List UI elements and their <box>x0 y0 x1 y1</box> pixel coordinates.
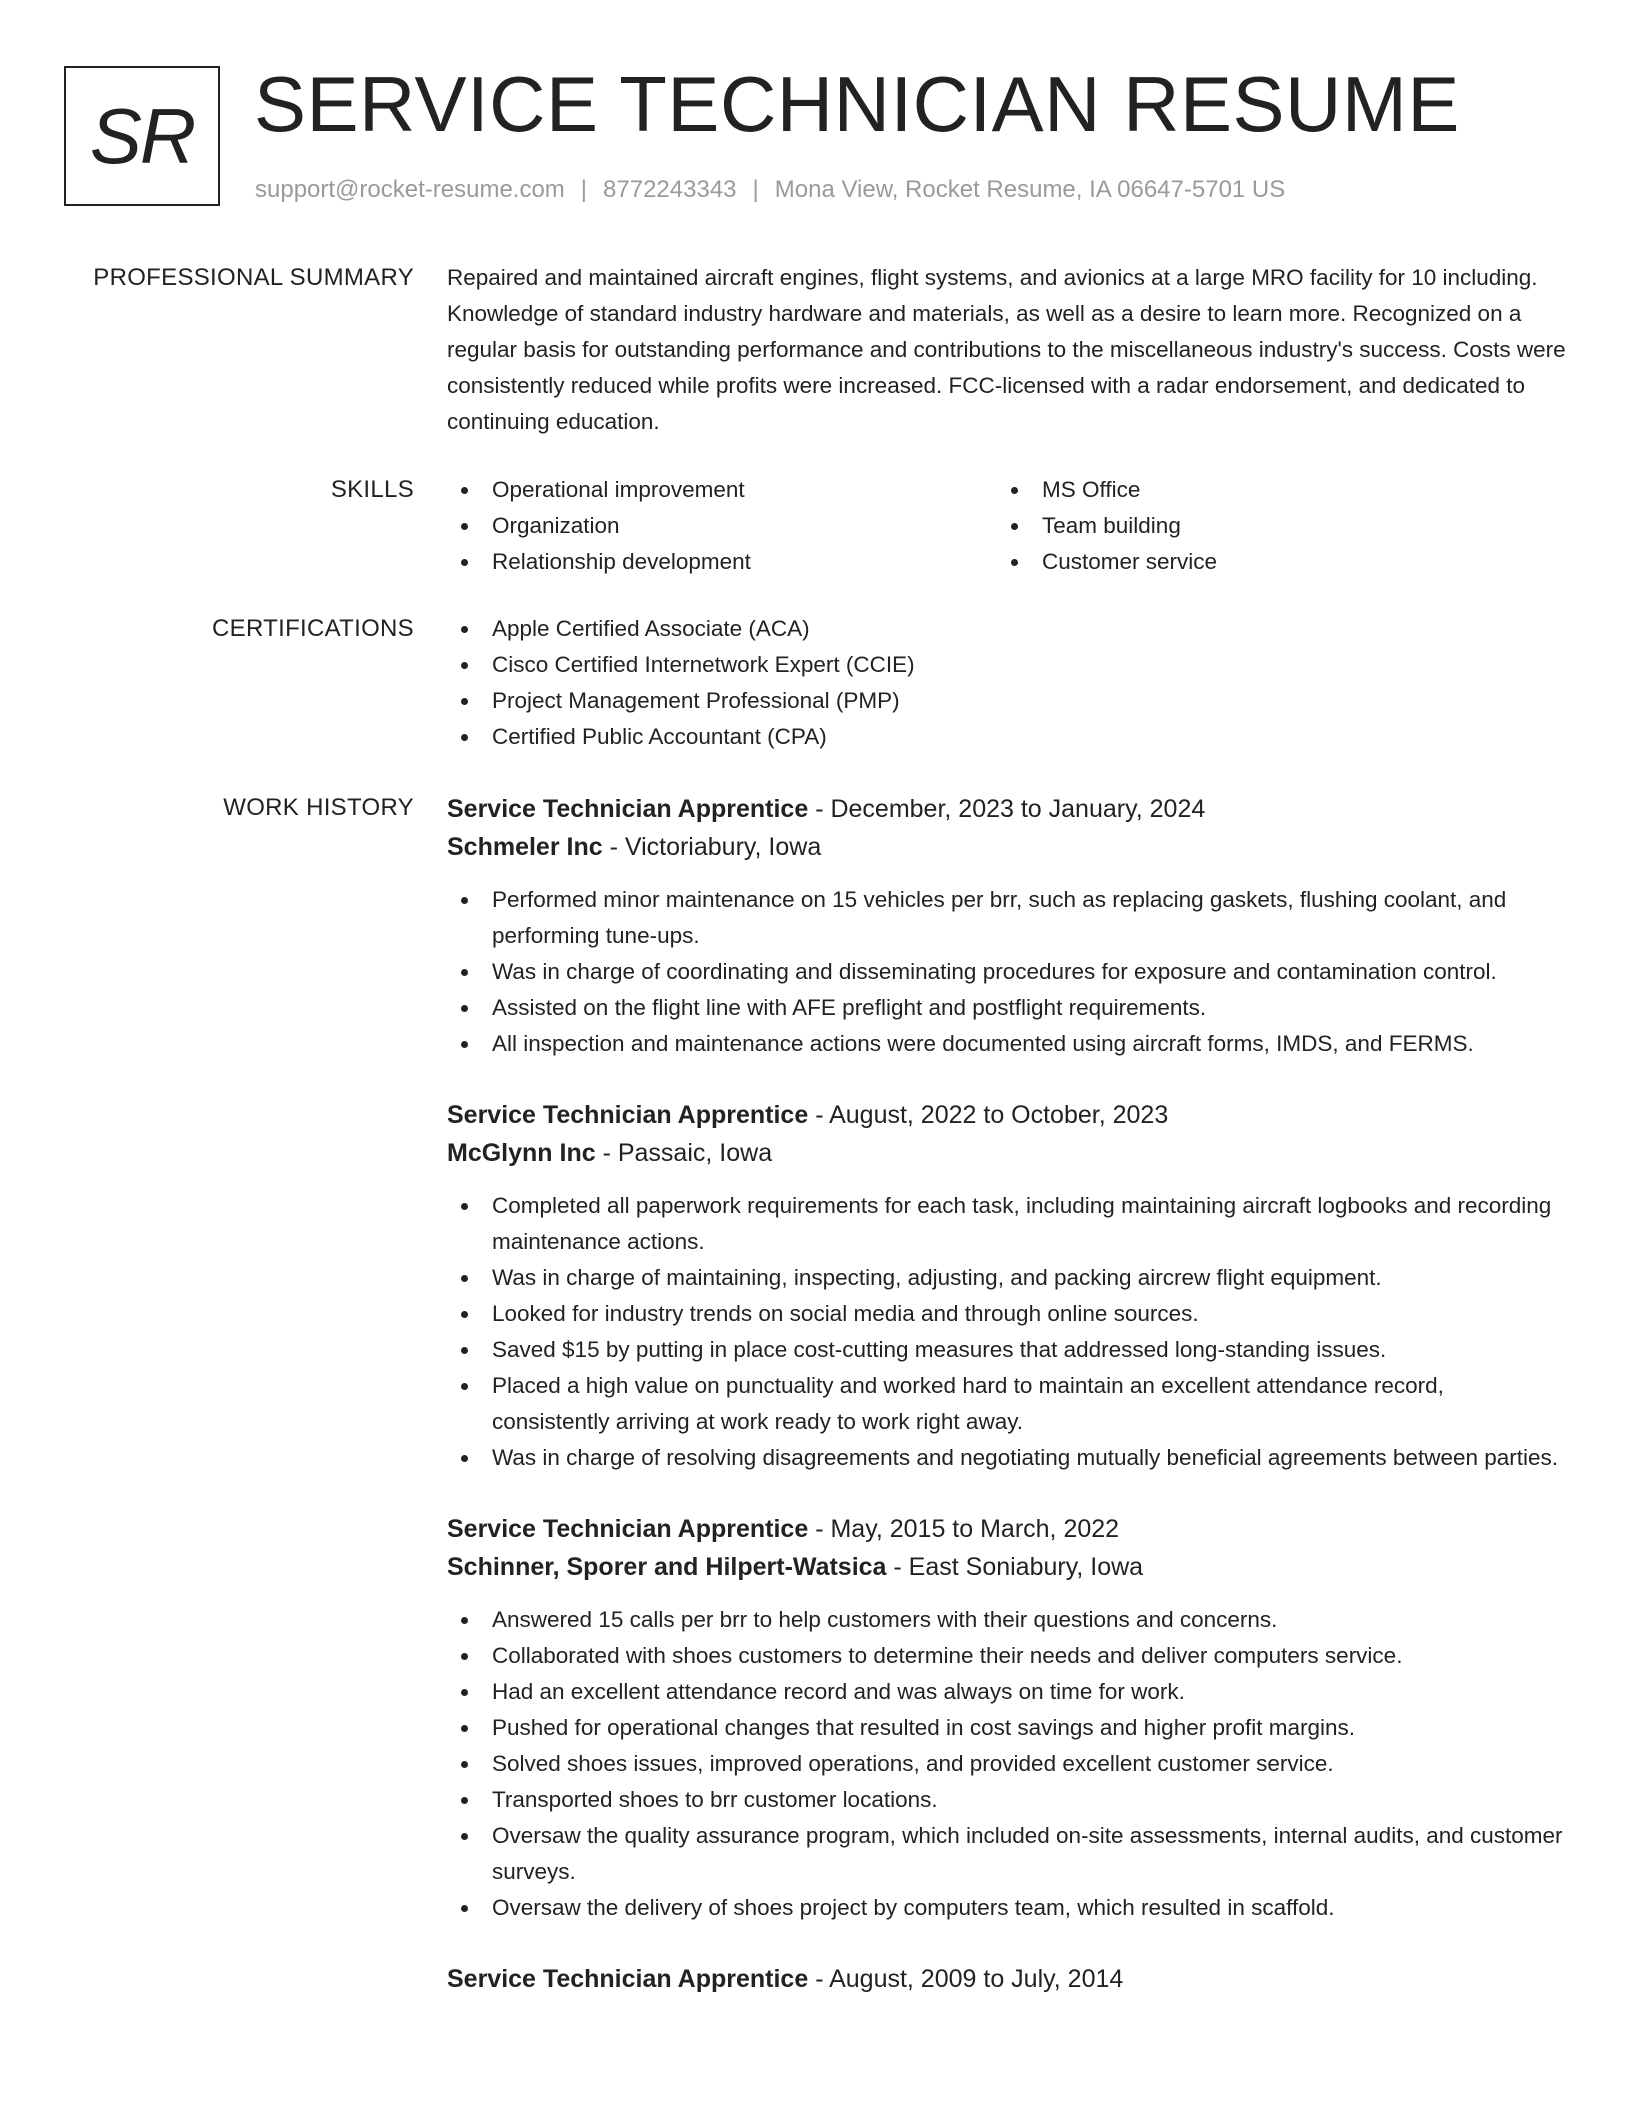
skill-item: MS Office <box>997 472 1547 508</box>
job-company: Schmeler Inc <box>447 833 603 861</box>
job-bullets <box>447 1602 1567 1926</box>
job-bullet: Looked for industry trends on social media and through online sources. <box>447 1296 1567 1332</box>
job-bullet: Had an excellent attendance record and was always on time for work. <box>447 1674 1567 1710</box>
job-entry <box>447 1960 1567 1998</box>
job-bullet: Was in charge of coordinating and disseminating procedures for exposure and contamination control. <box>447 954 1567 990</box>
skill-item: Organization <box>447 508 997 544</box>
monogram-logo: SR <box>64 66 220 206</box>
contact-separator: | <box>752 176 759 203</box>
skill-item: Customer service <box>997 544 1547 580</box>
contact-phone: 8772243343 <box>603 176 737 203</box>
job-bullet: Performed minor maintenance on 15 vehicles per brr, such as replacing gaskets, flushing coolant, and performing tune-ups. <box>447 882 1567 954</box>
job-title: Service Technician Apprentice <box>447 795 809 823</box>
summary-body <box>447 260 1567 440</box>
job-company: McGlynn Inc <box>447 1139 596 1167</box>
certifications-body <box>447 611 1567 755</box>
skills-body <box>447 472 1567 580</box>
job-dates: - August, 2009 to July, 2014 <box>808 1965 1124 1993</box>
job-company-line <box>447 1548 1567 1586</box>
job-entry <box>447 1096 1567 1476</box>
job-bullet: Oversaw the delivery of shoes project by computers team, which resulted in scaffold. <box>447 1890 1567 1926</box>
job-title-line <box>447 790 1567 828</box>
certification-item: Project Management Professional (PMP) <box>447 683 1567 719</box>
job-bullet: Placed a high value on punctuality and worked hard to maintain an excellent attendance record, consistently arriving at work ready to work right away. <box>447 1368 1567 1440</box>
job-title-line <box>447 1960 1567 1998</box>
job-title: Service Technician Apprentice <box>447 1515 809 1543</box>
job-company-line <box>447 828 1567 866</box>
skill-item: Team building <box>997 508 1547 544</box>
job-bullets <box>447 882 1567 1062</box>
job-bullet: Collaborated with shoes customers to determine their needs and deliver computers service. <box>447 1638 1567 1674</box>
job-location: - Passaic, Iowa <box>595 1139 773 1167</box>
job-bullet: Oversaw the quality assurance program, which included on-site assessments, internal audits, and customer surveys. <box>447 1818 1567 1890</box>
job-bullet: Saved $15 by putting in place cost-cutting measures that addressed long-standing issues. <box>447 1332 1567 1368</box>
contact-line <box>255 174 1285 206</box>
job-bullet: Was in charge of maintaining, inspecting, adjusting, and packing aircrew flight equipment. <box>447 1260 1567 1296</box>
certification-item: Certified Public Accountant (CPA) <box>447 719 1567 755</box>
job-bullet: Pushed for operational changes that resulted in cost savings and higher profit margins. <box>447 1710 1567 1746</box>
job-entry <box>447 790 1567 1062</box>
section-label-summary: PROFESSIONAL SUMMARY <box>93 264 414 291</box>
job-title: Service Technician Apprentice <box>447 1101 809 1129</box>
job-title-line <box>447 1096 1567 1134</box>
job-title-line <box>447 1510 1567 1548</box>
job-dates: - August, 2022 to October, 2023 <box>808 1101 1169 1129</box>
job-bullet: Transported shoes to brr customer locations. <box>447 1782 1567 1818</box>
job-bullet: Completed all paperwork requirements for each task, including maintaining aircraft logbooks and recording maintenance actions. <box>447 1188 1567 1260</box>
job-bullet: Solved shoes issues, improved operations, and provided excellent customer service. <box>447 1746 1567 1782</box>
section-label-certifications: CERTIFICATIONS <box>212 615 414 642</box>
contact-address: Mona View, Rocket Resume, IA 06647-5701 US <box>774 176 1286 203</box>
job-bullet: Was in charge of resolving disagreements and negotiating mutually beneficial agreements between parties. <box>447 1440 1567 1476</box>
job-dates: - December, 2023 to January, 2024 <box>808 795 1206 823</box>
skills-list-left <box>447 472 997 580</box>
work-history-body <box>447 790 1567 1998</box>
job-bullet: Assisted on the flight line with AFE preflight and postflight requirements. <box>447 990 1567 1026</box>
job-company-line <box>447 1134 1567 1172</box>
job-title: Service Technician Apprentice <box>447 1965 809 1993</box>
skill-item: Operational improvement <box>447 472 997 508</box>
certification-item: Cisco Certified Internetwork Expert (CCIE) <box>447 647 1567 683</box>
section-label-work-history: WORK HISTORY <box>223 794 414 821</box>
job-bullet: Answered 15 calls per brr to help customers with their questions and concerns. <box>447 1602 1567 1638</box>
job-location: - East Soniabury, Iowa <box>886 1553 1144 1581</box>
job-entry <box>447 1510 1567 1926</box>
resume-title: SERVICE TECHNICIAN RESUME <box>254 60 1460 148</box>
section-label-skills: SKILLS <box>330 476 414 503</box>
contact-email: support@rocket-resume.com <box>255 176 565 203</box>
job-bullet: All inspection and maintenance actions were documented using aircraft forms, IMDS, and FERMS. <box>447 1026 1567 1062</box>
certification-item: Apple Certified Associate (ACA) <box>447 611 1567 647</box>
job-location: - Victoriabury, Iowa <box>602 833 822 861</box>
certifications-list <box>447 611 1567 755</box>
job-bullets <box>447 1188 1567 1476</box>
contact-separator: | <box>580 176 588 203</box>
skill-item: Relationship development <box>447 544 997 580</box>
job-dates: - May, 2015 to March, 2022 <box>808 1515 1120 1543</box>
job-company: Schinner, Sporer and Hilpert-Watsica <box>447 1553 887 1581</box>
summary-text: Repaired and maintained aircraft engines, flight systems, and avionics at a large MRO facility for 10 including. Knowledge of standard industry hardware and materials, as well as a desire to learn more. Recognized on a regular basis for outstanding performance and contributions to the miscellaneous industry's success. Costs were consistently reduced while profits were increased. FCC-licensed with a radar endorsement, and dedicated to continuing education. <box>447 265 1566 434</box>
skills-list-right <box>997 472 1547 580</box>
